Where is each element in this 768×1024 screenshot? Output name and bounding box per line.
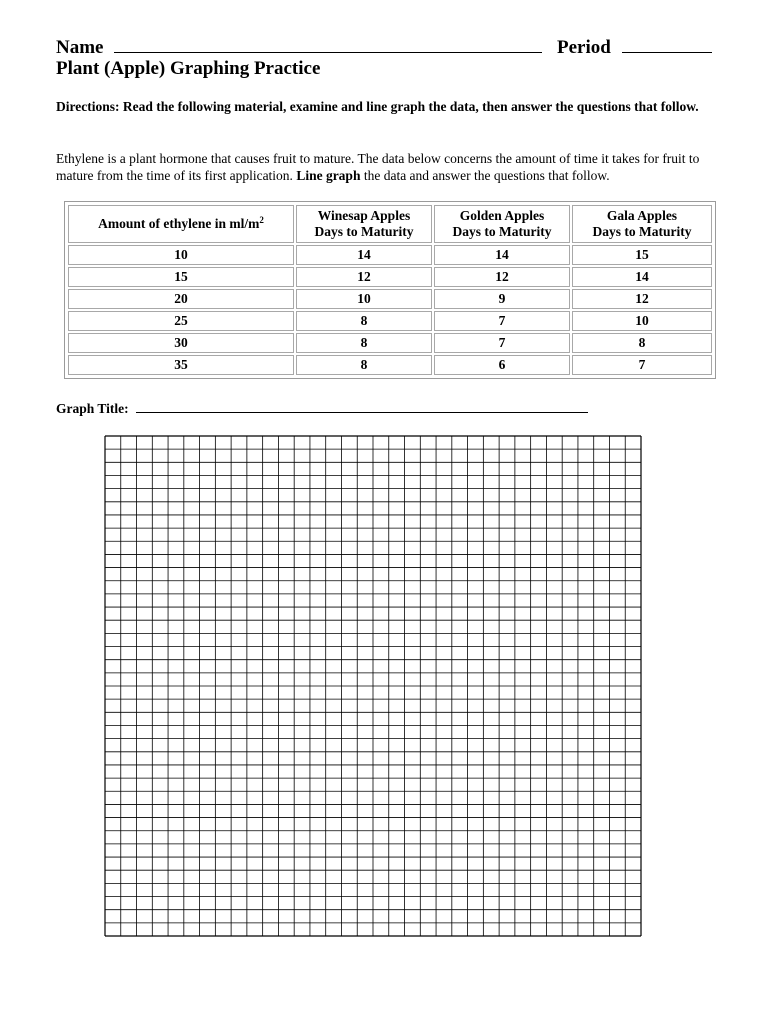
header-ethylene-label: Amount of ethylene in ml/m [98,216,260,231]
cell-golden: 12 [434,267,570,287]
cell-gala: 8 [572,333,712,353]
header-line2: Days to Maturity [452,224,552,239]
cell-winesap: 10 [296,289,432,309]
cell-gala: 12 [572,289,712,309]
table-row [68,333,712,353]
cell-ethylene: 15 [68,267,294,287]
header-golden [434,205,570,243]
intro-text-2: the data and answer the questions that follow. [360,168,610,183]
header-ethylene-sup: 2 [259,215,264,225]
graph-paper-grid[interactable] [104,435,642,937]
cell-winesap: 8 [296,311,432,331]
cell-gala: 15 [572,245,712,265]
table-row [68,311,712,331]
cell-winesap: 12 [296,267,432,287]
cell-ethylene: 20 [68,289,294,309]
header-winesap [296,205,432,243]
cell-golden: 9 [434,289,570,309]
header-ethylene [68,205,294,243]
data-table [66,203,714,377]
intro-text-1: Ethylene is a plant hormone that causes fruit to mature. The data below concerns the amount of time it takes for fruit to mature from the time of its first application. [56,151,700,183]
table-row [68,355,712,375]
table-row [68,245,712,265]
graph-title-field[interactable] [136,398,588,413]
header-line1: Golden Apples [459,208,545,223]
data-table-frame [64,201,716,379]
cell-golden: 7 [434,333,570,353]
header-line2: Days to Maturity [314,224,414,239]
cell-ethylene: 10 [68,245,294,265]
name-label: Name [56,37,104,58]
period-field[interactable] [622,34,712,53]
graph-title-label: Graph Title: [56,401,129,416]
intro-paragraph [56,150,720,184]
intro-emphasis: Line graph [296,168,361,183]
cell-winesap: 14 [296,245,432,265]
period-label: Period [556,37,611,58]
cell-golden: 14 [434,245,570,265]
cell-ethylene: 35 [68,355,294,375]
cell-golden: 7 [434,311,570,331]
table-row [68,267,712,287]
cell-gala: 7 [572,355,712,375]
header-gala [572,205,712,243]
page-title: Plant (Apple) Graphing Practice [56,58,321,79]
cell-winesap: 8 [296,333,432,353]
cell-ethylene: 25 [68,311,294,331]
table-row [68,289,712,309]
name-period-row [56,34,716,59]
cell-winesap: 8 [296,355,432,375]
header-line1: Winesap Apples [317,208,411,223]
cell-gala: 10 [572,311,712,331]
cell-golden: 6 [434,355,570,375]
header-line2: Days to Maturity [592,224,692,239]
name-field[interactable] [114,34,542,53]
graph-title-row [56,398,588,417]
cell-ethylene: 30 [68,333,294,353]
directions-text: Directions: Read the following material, examine and line graph the data, then answer the questions that follow. [56,99,699,114]
cell-gala: 14 [572,267,712,287]
header-line1: Gala Apples [606,208,678,223]
table-header-row [68,205,712,243]
